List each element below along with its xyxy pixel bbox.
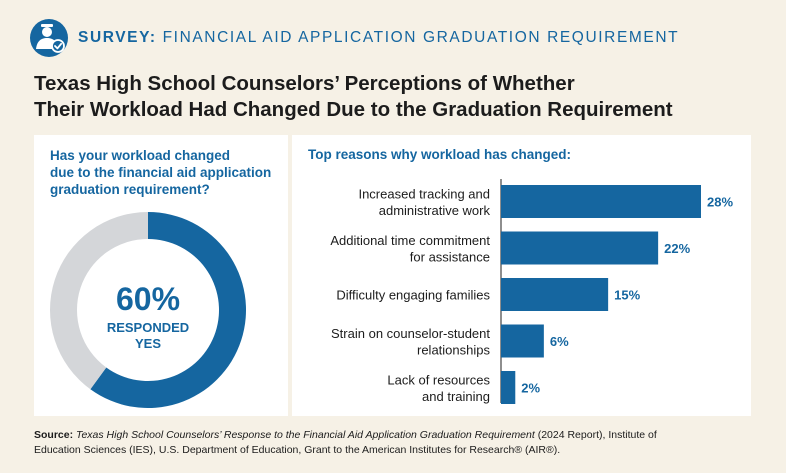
bar-value-label-3: 6%	[549, 334, 569, 349]
title-line-1: Texas High School Counselors’ Perceptions of Whether	[34, 72, 575, 95]
bar-4	[501, 371, 515, 404]
bar-category-label-3-0: Strain on counselor-student	[331, 325, 490, 341]
bar-chart-title: Top reasons why workload has changed:	[308, 147, 572, 162]
bar-category-label-2-0: Difficulty engaging families	[336, 287, 490, 303]
donut-center-value: 60%	[115, 281, 181, 317]
title-line-2: Their Workload Had Changed Due to the Graduation Requirement	[34, 98, 673, 121]
bar-category-label-1-0: Additional time commitment	[330, 232, 490, 248]
donut-question-line-1: Has your workload changed	[50, 148, 231, 163]
page-title	[34, 71, 754, 123]
survey-icon	[30, 19, 68, 57]
source-rest: (2024 Report), Institute of	[534, 429, 657, 441]
source-note	[34, 428, 764, 458]
donut-center-line-2: YES	[134, 336, 162, 351]
bar-panel	[292, 135, 751, 416]
donut-chart	[50, 212, 246, 408]
donut-panel	[34, 135, 288, 416]
bar-value-label-0: 28%	[707, 194, 734, 210]
bar-category-label-0-1: administrative work	[378, 202, 490, 218]
donut-question-line-3: graduation requirement?	[50, 182, 210, 197]
bar-category-label-4-1: and training	[422, 388, 490, 404]
donut-question-line-2: due to the financial aid application	[50, 165, 272, 180]
survey-label-rest: FINANCIAL AID APPLICATION GRADUATION REQUIREMENT	[162, 29, 680, 46]
bar-category-label-1-1: for assistance	[409, 249, 490, 265]
bar-1	[501, 232, 658, 265]
bar-2	[501, 278, 608, 311]
bar-0	[501, 185, 701, 218]
bar-category-label-0-0: Increased tracking and	[358, 186, 490, 202]
source-label: Source:	[34, 429, 74, 441]
bar-chart	[292, 135, 751, 416]
source-line-2: Education Sciences (IES), U.S. Department of Education, Grant to the American Institutes for Research® (AIR®).	[34, 444, 561, 456]
bar-category-label-4-0: Lack of resources	[387, 372, 490, 388]
donut-center-line-1: RESPONDED	[106, 320, 190, 335]
survey-header	[30, 18, 679, 58]
survey-label-bold: SURVEY:	[78, 29, 157, 46]
bar-value-label-1: 22%	[664, 241, 691, 256]
survey-label	[78, 29, 679, 47]
donut-question	[50, 147, 280, 198]
bar-3	[501, 325, 544, 358]
bar-category-label-3-1: relationships	[417, 342, 490, 358]
source-report-title: Texas High School Counselors’ Response to the Financial Aid Application Graduation Requirement	[76, 429, 535, 441]
bar-value-label-2: 15%	[614, 287, 641, 303]
source-line-1	[34, 428, 764, 443]
bar-value-label-4: 2%	[521, 380, 541, 396]
